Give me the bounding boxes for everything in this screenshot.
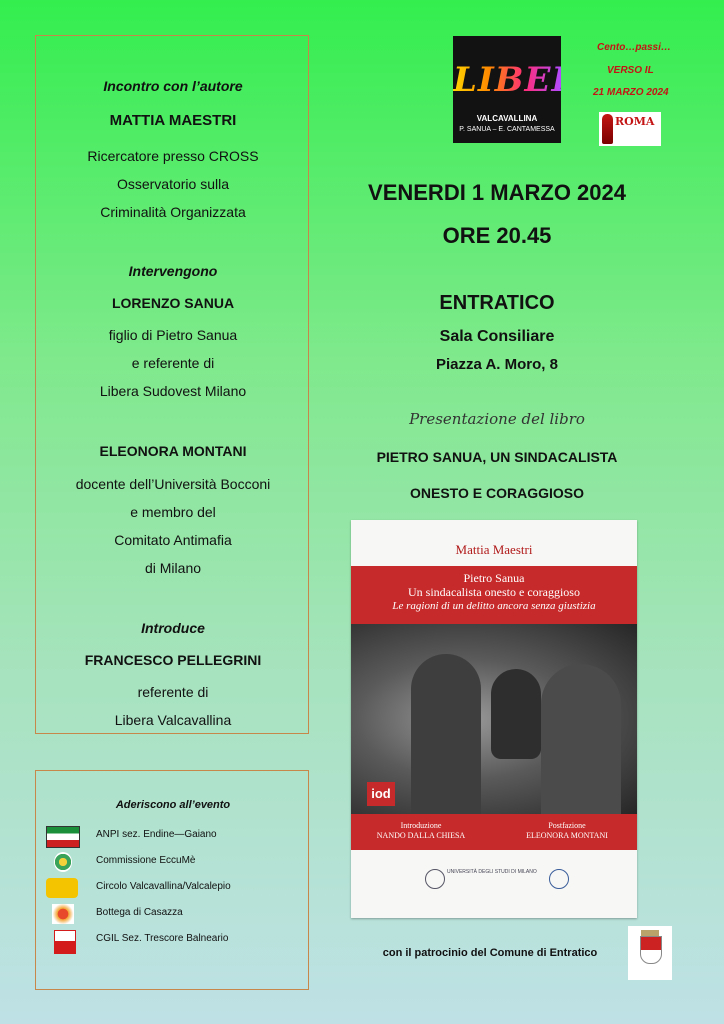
speaker-name: FRANCESCO PELLEGRINI <box>84 652 262 668</box>
presentation-label: Presentazione del libro <box>409 410 585 428</box>
speaker-line: e membro del <box>130 504 216 520</box>
author-name: MATTIA MAESTRI <box>109 112 237 129</box>
sponsor-label: CGIL Sez. Trescore Balneario <box>96 933 229 944</box>
author-line: Criminalità Organizzata <box>100 204 246 220</box>
event-town: ENTRATICO <box>439 292 555 314</box>
speaker-line: docente dell’Università Bocconi <box>75 476 271 492</box>
book-title: Pietro Sanua <box>463 571 525 585</box>
speaker-name: ELEONORA MONTANI <box>99 443 247 459</box>
seal-icon <box>549 869 569 889</box>
sponsor-label: Bottega di Casazza <box>96 907 183 918</box>
seal-icon <box>425 869 445 889</box>
libera-sub: VALCAVALLINA <box>476 114 538 123</box>
speaker-line: Libera Valcavallina <box>114 712 232 728</box>
speaker-name: LORENZO SANUA <box>111 295 235 311</box>
sponsor-label: ANPI sez. Endine—Gaiano <box>96 829 217 840</box>
post-label: Postfazione <box>548 821 586 830</box>
book-title: Un sindacalista onesto e coraggioso <box>408 585 580 599</box>
sponsor-item <box>46 878 306 900</box>
sponsor-item <box>46 904 306 926</box>
photo-figure <box>541 664 621 814</box>
speaker-line: Comitato Antimafia <box>114 532 232 548</box>
shield-icon <box>640 936 662 964</box>
cento-passi-line: 21 MARZO 2024 <box>593 87 669 98</box>
cgil-spi-logo-icon <box>54 930 76 954</box>
section-title-intervengono: Intervengono <box>128 263 218 279</box>
bottega-logo-icon <box>52 904 74 924</box>
roma-logo <box>599 112 661 146</box>
libera-logo <box>453 36 609 143</box>
university-name: UNIVERSITÀ DEGLI STUDI DI MILANO <box>447 869 537 875</box>
legambiente-logo-icon <box>46 878 78 898</box>
book-title-line: ONESTO E CORAGGIOSO <box>410 485 584 501</box>
roma-logo-text: ROMA <box>615 115 655 128</box>
speaker-line: referente di <box>137 684 209 700</box>
eccume-logo-icon <box>54 852 72 872</box>
libera-wordmark: LIBERA <box>453 60 609 100</box>
sponsor-item <box>46 826 306 848</box>
author-line: Osservatorio sulla <box>116 176 230 192</box>
book-cover <box>351 520 637 918</box>
speakers-panel <box>35 35 309 734</box>
cento-passi-line: VERSO IL <box>607 65 654 76</box>
sponsor-label: Circolo Valcavallina/Valcalepio <box>96 881 231 892</box>
photo-figure <box>491 669 541 759</box>
speaker-line: e referente di <box>131 355 215 371</box>
comune-coat-of-arms <box>628 926 672 980</box>
event-time: ORE 20.45 <box>442 223 552 248</box>
speaker-line: figlio di Pietro Sanua <box>108 327 238 343</box>
sponsors-panel <box>35 770 309 990</box>
section-title-incontro: Incontro con l’autore <box>103 78 243 94</box>
intro-name: NANDO DALLA CHIESA <box>376 831 466 840</box>
publisher-logo: iod <box>367 782 395 806</box>
sponsor-item <box>46 930 306 952</box>
event-address: Piazza A. Moro, 8 <box>436 356 558 373</box>
libera-sub: P. SANUA – E. CANTAMESSA <box>459 126 555 133</box>
sponsors-title: Aderiscono all’evento <box>115 799 231 811</box>
sponsor-item <box>46 852 306 874</box>
book-subtitle: Le ragioni di un delitto ancora senza giustizia <box>392 600 596 612</box>
speaker-line: di Milano <box>144 560 202 576</box>
book-author: Mattia Maestri <box>455 542 533 557</box>
photo-figure <box>411 654 481 814</box>
book-title-line: PIETRO SANUA, UN SINDACALISTA <box>376 449 618 465</box>
book-title-band <box>351 566 637 624</box>
speaker-line: Libera Sudovest Milano <box>99 383 247 399</box>
anpi-logo-icon <box>46 826 80 848</box>
author-line: Ricercatore presso CROSS <box>87 148 259 164</box>
patronage-text: con il patrocinio del Comune di Entratico <box>382 947 598 959</box>
figure-icon <box>602 114 613 144</box>
event-date: VENERDI 1 MARZO 2024 <box>368 180 626 205</box>
book-credits-band <box>351 814 637 850</box>
section-title-introduce: Introduce <box>141 620 205 636</box>
event-venue: Sala Consiliare <box>439 328 555 345</box>
cento-passi-line: Cento…passi… <box>597 42 671 53</box>
sponsor-label: Commissione EccuMè <box>96 855 196 866</box>
intro-label: Introduzione <box>400 821 442 830</box>
university-logo <box>421 865 571 895</box>
post-name: ELEONORA MONTANI <box>526 831 608 840</box>
